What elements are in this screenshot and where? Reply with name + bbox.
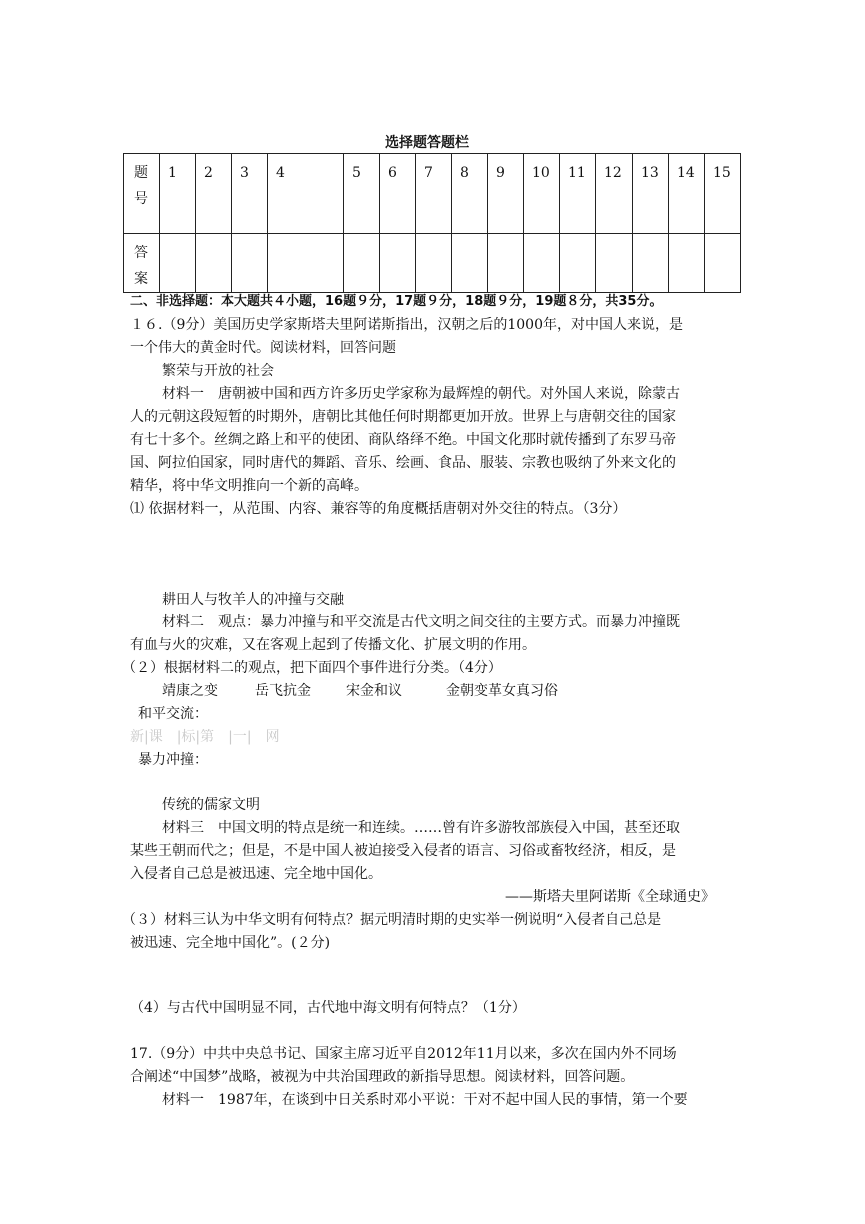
header-cell: 5 <box>344 154 380 234</box>
answer-cell-7[interactable] <box>416 234 452 293</box>
q16-material1-line: 有七十多个。丝绸之路上和平的使团、商队络绎不绝。中国文化那时就传播到了东罗马帝 <box>130 432 676 448</box>
row-label-answer: 答 案 <box>124 234 160 293</box>
answer-cell-3[interactable] <box>232 234 268 293</box>
q16-subtitle-2: 耕田人与牧羊人的冲撞与交融 <box>162 592 344 608</box>
row-label-number: 题 号 <box>124 154 160 234</box>
q16-subtitle-3: 传统的儒家文明 <box>162 797 260 813</box>
answer-cell-15[interactable] <box>705 234 741 293</box>
answer-cell-13[interactable] <box>633 234 669 293</box>
event-item: 金朝变革女真习俗 <box>446 683 558 699</box>
answer-cell-14[interactable] <box>669 234 705 293</box>
header-cell: 15 <box>705 154 741 234</box>
answer-cell-9[interactable] <box>488 234 524 293</box>
answer-cell-2[interactable] <box>196 234 232 293</box>
q17-line1: 17.（9分）中共中央总书记、国家主席习近平自2012年11月以来，多次在国内外不同场 <box>130 1046 677 1062</box>
header-cell: 1 <box>160 154 196 234</box>
q16-line2: 一个伟大的黄金时代。阅读材料，回答问题 <box>130 340 396 356</box>
q16-material1-line: 材料一 唐朝被中国和西方许多历史学家称为最辉煌的朝代。对外国人来说，除蒙古 <box>162 386 680 402</box>
q16-material3-line: 入侵者自己总是被迅速、完全地中国化。 <box>130 866 382 882</box>
header-cell: 3 <box>232 154 268 234</box>
violence-label: 暴力冲撞： <box>138 752 208 768</box>
header-cell: 9 <box>488 154 524 234</box>
answer-cell-1[interactable] <box>160 234 196 293</box>
q16-sub3-line: （３）材料三认为中华文明有何特点？据元明清时期的史实举一例说明“入侵者自己总是 <box>122 912 662 928</box>
event-item: 宋金和议 <box>346 683 402 699</box>
q16-subtitle-1: 繁荣与开放的社会 <box>162 363 274 379</box>
q16-material3-line: 某些王朝而代之；但是，不是中国人被迫接受入侵者的语言、习俗或畜牧经济，相反，是 <box>130 843 676 859</box>
answer-cell-8[interactable] <box>452 234 488 293</box>
q16-material2-line: 有血与火的灾难，又在客观上起到了传播文化、扩展文明的作用。 <box>130 637 536 653</box>
answer-cell-5[interactable] <box>344 234 380 293</box>
q16-material1-line: 精华，将中华文明推向一个新的高峰。 <box>130 478 368 494</box>
material3-source: ——斯塔夫里阿诺斯《全球通史》 <box>505 889 715 905</box>
q16-material1-line: 国、阿拉伯国家，同时唐代的舞蹈、音乐、绘画、食品、服装、宗教也吸纳了外来文化的 <box>130 455 676 471</box>
q16-material3-line: 材料三 中国文明的特点是统一和连续。……曾有许多游牧部族侵入中国，甚至还取 <box>162 820 680 836</box>
table-title: 选择题答题栏 <box>385 135 469 151</box>
header-cell: 7 <box>416 154 452 234</box>
section-heading: 二、非选择题：本大题共４小题，16题９分，17题９分，18题９分，19题８分，共35分。 <box>130 294 663 309</box>
header-cell: 14 <box>669 154 705 234</box>
header-cell: 12 <box>596 154 633 234</box>
q16-material1-line: 人的元朝这段短暂的时期外，唐朝比其他任何时期都更加开放。世界上与唐朝交往的国家 <box>130 409 676 425</box>
q17-line2: 合阐述“中国梦”战略，被视为中共治国理政的新指导思想。阅读材料，回答问题。 <box>130 1069 635 1085</box>
q16-sub2: （２）根据材料二的观点，把下面四个事件进行分类。（4分） <box>122 660 502 676</box>
header-cell: 2 <box>196 154 232 234</box>
q16-line1: １６.（9分）美国历史学家斯塔夫里阿诺斯指出，汉朝之后的1000年，对中国人来说，是 <box>130 317 683 333</box>
q16-sub1: ⑴ 依据材料一，从范围、内容、兼容等的角度概括唐朝对外交往的特点。（3分） <box>130 501 627 517</box>
answer-cell-6[interactable] <box>380 234 416 293</box>
header-cell: 13 <box>633 154 669 234</box>
answer-cell-12[interactable] <box>596 234 633 293</box>
peace-label: 和平交流： <box>138 706 208 722</box>
answer-table <box>123 153 741 293</box>
watermark-text: 新|课 |标|第 |一| 网 <box>130 729 280 745</box>
header-cell: 11 <box>560 154 596 234</box>
answer-cell-4[interactable] <box>268 234 344 293</box>
event-item: 岳飞抗金 <box>255 683 311 699</box>
event-item: 靖康之变 <box>162 683 218 699</box>
header-cell: 10 <box>524 154 560 234</box>
q16-material2-line: 材料二 观点：暴力冲撞与和平交流是古代文明之间交往的主要方式。而暴力冲撞既 <box>162 614 680 630</box>
q16-sub4: （4）与古代中国明显不同，古代地中海文明有何特点？（1分） <box>130 1000 526 1016</box>
answer-cell-10[interactable] <box>524 234 560 293</box>
header-cell: 6 <box>380 154 416 234</box>
header-cell: 4 <box>268 154 344 234</box>
q16-sub3-line: 被迅速、完全地中国化”。(２分) <box>130 935 331 951</box>
answer-cell-11[interactable] <box>560 234 596 293</box>
header-cell: 8 <box>452 154 488 234</box>
q17-material1: 材料一 1987年，在谈到中日关系时邓小平说：干对不起中国人民的事情，第一个要 <box>162 1092 688 1108</box>
